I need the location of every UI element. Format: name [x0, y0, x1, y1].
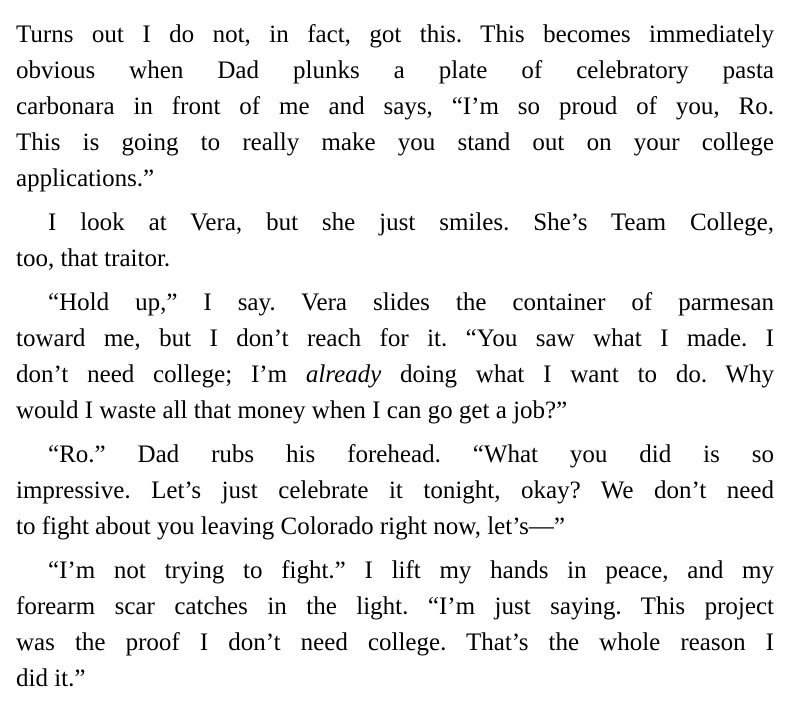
text-line: to fight about you leaving Colorado right now, let’s—”	[16, 513, 565, 540]
text-line: toward me, but I don’t reach for it. “You saw what I made. I	[16, 325, 774, 352]
text-line: too, that traitor.	[16, 245, 171, 272]
text-line: would I waste all that money when I can go get a job?”	[16, 397, 568, 424]
paragraph	[16, 205, 774, 277]
text-line: Turns out I do not, in fact, got this. This becomes immediately	[16, 21, 774, 48]
paragraph	[16, 437, 774, 545]
text-line: “I’m not trying to fight.” I lift my hands in peace, and my	[48, 557, 774, 584]
text-line: carbonara in front of me and says, “I’m so proud of you, Ro.	[16, 93, 774, 120]
text-line: forearm scar catches in the light. “I’m just saying. This project	[16, 593, 774, 620]
text-line: was the proof I don’t need college. That’s the whole reason I	[16, 629, 774, 656]
text-line: obvious when Dad plunks a plate of celebratory pasta	[16, 57, 774, 84]
page-content	[16, 17, 774, 697]
italic-text: already	[305, 361, 382, 388]
text-line: “Hold up,” I say. Vera slides the container of parmesan	[48, 289, 774, 316]
paragraph	[16, 553, 774, 697]
text-line: “Ro.” Dad rubs his forehead. “What you did is so	[48, 441, 774, 468]
text-line: impressive. Let’s just celebrate it tonight, okay? We don’t need	[16, 477, 774, 504]
text-line: This is going to really make you stand out on your college	[16, 129, 774, 156]
text-line: I look at Vera, but she just smiles. She’s Team College,	[48, 209, 774, 236]
paragraph	[16, 17, 774, 197]
text-line: don’t need college; I’m already doing what I want to do. Why	[16, 361, 774, 388]
paragraph	[16, 285, 774, 429]
text-line: applications.”	[16, 165, 155, 192]
text-line: did it.”	[16, 665, 86, 692]
